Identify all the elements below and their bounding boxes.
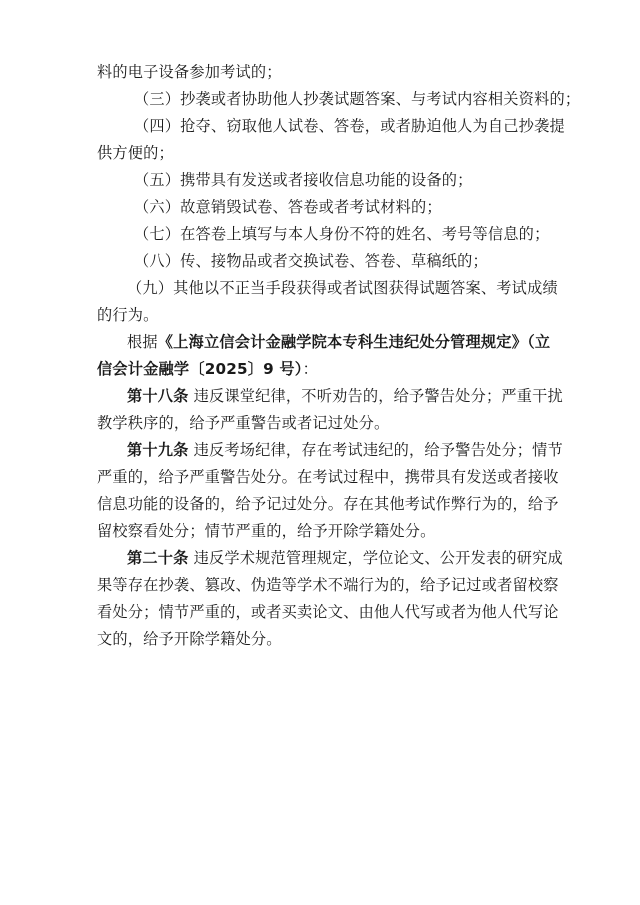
basis-suffix: ： xyxy=(302,360,318,378)
text-line: 供方便的； xyxy=(97,144,174,162)
list-item-8: （八）传、接物品或者交换试卷、答卷、草稿纸的； xyxy=(134,252,488,270)
list-item-5: （五）携带具有发送或者接收信息功能的设备的； xyxy=(134,171,473,189)
basis-paragraph xyxy=(97,329,553,356)
regulation-title: 《上海立信会计金融学院本专科生违纪处分管理规定》（立 xyxy=(157,333,551,351)
article-18-cont: 教学秩序的，给予严重警告或者记过处分。 xyxy=(97,414,390,432)
list-item-3: （三）抄袭或者协助他人抄袭试题答案、与考试内容相关资料的； xyxy=(134,90,581,108)
article-label: 第二十条 xyxy=(127,549,189,567)
article-19-cont: 严重的，给予严重警告处分。在考试过程中，携带具有发送或者接收 xyxy=(97,468,559,486)
list-item-4: （四）抢夺、窃取他人试卷、答卷，或者胁迫他人为自己抄袭提 xyxy=(134,117,565,135)
article-20-cont: 文的，给予开除学籍处分。 xyxy=(97,630,282,648)
basis-prefix: 根据 xyxy=(127,333,158,351)
article-20 xyxy=(97,545,563,572)
article-19 xyxy=(97,437,563,464)
article-text: 违反课堂纪律，不听劝告的，给予警告处分；严重干扰 xyxy=(188,387,563,405)
document-page xyxy=(97,59,581,653)
article-18 xyxy=(97,383,563,410)
regulation-number: 信会计金融学〔2025〕9 号） xyxy=(97,360,303,378)
article-20-cont: 果等存在抄袭、篡改、伪造等学术不端行为的，给予记过或者留校察 xyxy=(97,576,559,594)
article-19-cont: 信息功能的设备的，给予记过处分。存在其他考试作弊行为的，给予 xyxy=(97,495,559,513)
article-text: 违反学术规范管理规定，学位论文、公开发表的研究成 xyxy=(188,549,563,567)
article-text: 违反考场纪律，存在考试违纪的，给予警告处分；情节 xyxy=(188,441,563,459)
article-19-cont: 留校察看处分；情节严重的，给予开除学籍处分。 xyxy=(97,522,436,540)
list-item-7: （七）在答卷上填写与本人身份不符的姓名、考号等信息的； xyxy=(134,225,550,243)
list-item-9: （九）其他以不正当手段获得或者试图获得试题答案、考试成绩 xyxy=(127,279,558,297)
text-line: 料的电子设备参加考试的； xyxy=(97,63,282,81)
basis-paragraph-cont xyxy=(97,356,553,383)
text-line: 的行为。 xyxy=(97,306,159,324)
article-label: 第十九条 xyxy=(127,441,189,459)
article-label: 第十八条 xyxy=(127,387,189,405)
list-item-6: （六）故意销毁试卷、答卷或者考试材料的； xyxy=(134,198,442,216)
article-20-cont: 看处分；情节严重的，或者买卖论文、由他人代写或者为他人代写论 xyxy=(97,603,559,621)
